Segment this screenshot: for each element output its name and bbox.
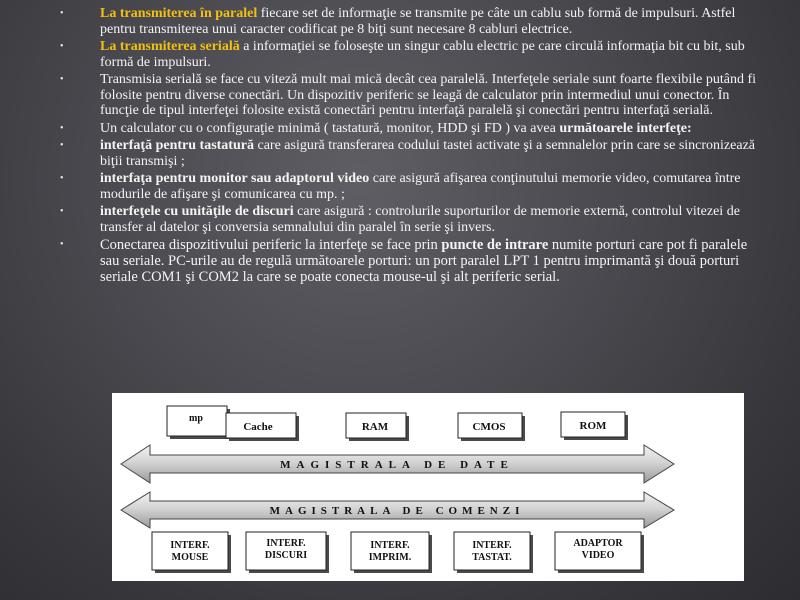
box-mp-label: mp <box>189 413 203 424</box>
box-label-line1: INTERF. <box>170 540 210 551</box>
bullet-icon: • <box>60 8 64 19</box>
box-label-line2: VIDEO <box>581 550 615 561</box>
bullet-text: care asigură : controlurile suporturilor de memorie externă, controlul vitezei de transfer al datelor şi conversia semnalului din paralel în serie şi invers. <box>100 204 740 235</box>
bullet-text: care asigură afişarea conţinutului memorie video, comutarea între modurile de afişare şi comunicarea cu mp. ; <box>100 171 741 202</box>
bullet-serial-speed <box>60 72 760 119</box>
bullet-text-2: numite porturi care pot fi paralele sau seriale. PC-urile au de regulă următoarele porturi: un port paralel LPT 1 pentru imprimantă şi două porturi seriale COM1 şi COM2 la care se poate conecta mouse-ul şi alt periferic serial. <box>100 237 748 285</box>
box-interf-discuri <box>246 532 329 573</box>
bullet-ports <box>60 237 760 285</box>
bullet-icon: • <box>60 140 64 151</box>
box-label-line1: ADAPTOR <box>573 538 623 549</box>
bullet-disk-interface <box>60 204 760 235</box>
bullet-minimal-config <box>60 121 760 137</box>
box-label-line1: INTERF. <box>472 540 512 551</box>
bus-diagram <box>112 393 744 581</box>
data-bus-arrow <box>121 445 674 483</box>
box-ram <box>346 413 409 441</box>
bold-term: puncte de intrare <box>441 237 549 253</box>
box-interf-mouse <box>152 532 231 573</box>
bullet-text: care asigură transferarea codului tastei activate şi a semnalelor prin care se sincronizează biţii transmişi ; <box>100 138 755 169</box>
data-bus-label: MAGISTRALA DE DATE <box>280 459 514 471</box>
highlight-term: La transmiterea serială <box>100 39 240 54</box>
box-label-line2: DISCURI <box>264 550 308 561</box>
box-interf-tastat <box>454 532 533 573</box>
bullet-icon: • <box>60 122 64 134</box>
bullet-icon: • <box>60 206 64 217</box>
bullet-icon: • <box>60 239 64 250</box>
bullet-icon: • <box>60 41 64 52</box>
bullet-keyboard-interface <box>60 138 760 169</box>
bullet-text: a informaţiei se foloseşte un singur cablu electric pe care circulă informaţia bit cu bit, sub formă de impulsuri. <box>100 39 745 70</box>
bullet-text: fiecare set de informaţie se transmite pe câte un cablu sub formă de impulsuri. Astfel pentru transmiterea unui caracter codificat pe 8 biţi sunt necesare 8 cabluri electrice. <box>100 6 736 37</box>
box-label-line1: INTERF. <box>266 538 306 549</box>
command-bus-arrow <box>121 492 674 528</box>
box-label-line2: TASTAT. <box>472 552 512 563</box>
box-label-line1: INTERF. <box>370 540 410 551</box>
bold-term: interfaţa pentru monitor sau adaptorul video <box>100 171 370 186</box>
bullet-text: Conectarea dispozitivului periferic la interfeţe se face prin <box>100 237 442 253</box>
bullet-monitor-interface <box>60 171 760 202</box>
box-rom-label: ROM <box>579 420 607 432</box>
box-label-line2: IMPRIM. <box>368 552 412 563</box>
box-cmos <box>458 413 525 441</box>
box-mp <box>167 406 230 439</box>
bullet-serial-transmission <box>60 39 760 70</box>
command-bus-label: MAGISTRALA DE COMENZI <box>269 505 525 517</box>
bus-diagram-svg <box>112 393 744 581</box>
box-ram-label: RAM <box>361 421 389 433</box>
bullet-list <box>60 6 760 287</box>
box-cache <box>226 413 299 441</box>
box-cache-label: Cache <box>243 421 273 433</box>
box-rom <box>561 412 628 440</box>
box-adaptor-video <box>555 532 644 573</box>
highlight-term: La transmiterea în paralel <box>100 6 258 21</box>
bold-term: interfaţă pentru tastatură <box>100 138 254 153</box>
box-interf-imprim <box>351 532 432 573</box>
bullet-text: Transmisia serială se face cu viteză mult mai mică decât cea paralelă. Interfeţele seriale sunt foarte flexibile putând fi folosite pentru diverse conectări. Un dispozitiv periferic se leagă de calculator prin intermediul unui conector. În funcţie de tipul interfeţei folosite există conectări pentru interfaţă paralelă şi conectări pentru interfaţă serială. <box>100 72 757 118</box>
box-cmos-label: CMOS <box>472 421 506 433</box>
box-label-line2: MOUSE <box>171 552 209 563</box>
bullet-parallel-transmission <box>60 6 760 37</box>
bullet-text: Un calculator cu o configuraţie minimă ( tastatură, monitor, HDD şi FD ) va avea <box>100 120 560 136</box>
bullet-icon: • <box>60 74 64 85</box>
bold-term: următoarele interfeţe: <box>559 120 692 136</box>
bold-term: interfeţele cu unităţile de discuri <box>100 204 294 219</box>
bullet-icon: • <box>60 173 64 184</box>
